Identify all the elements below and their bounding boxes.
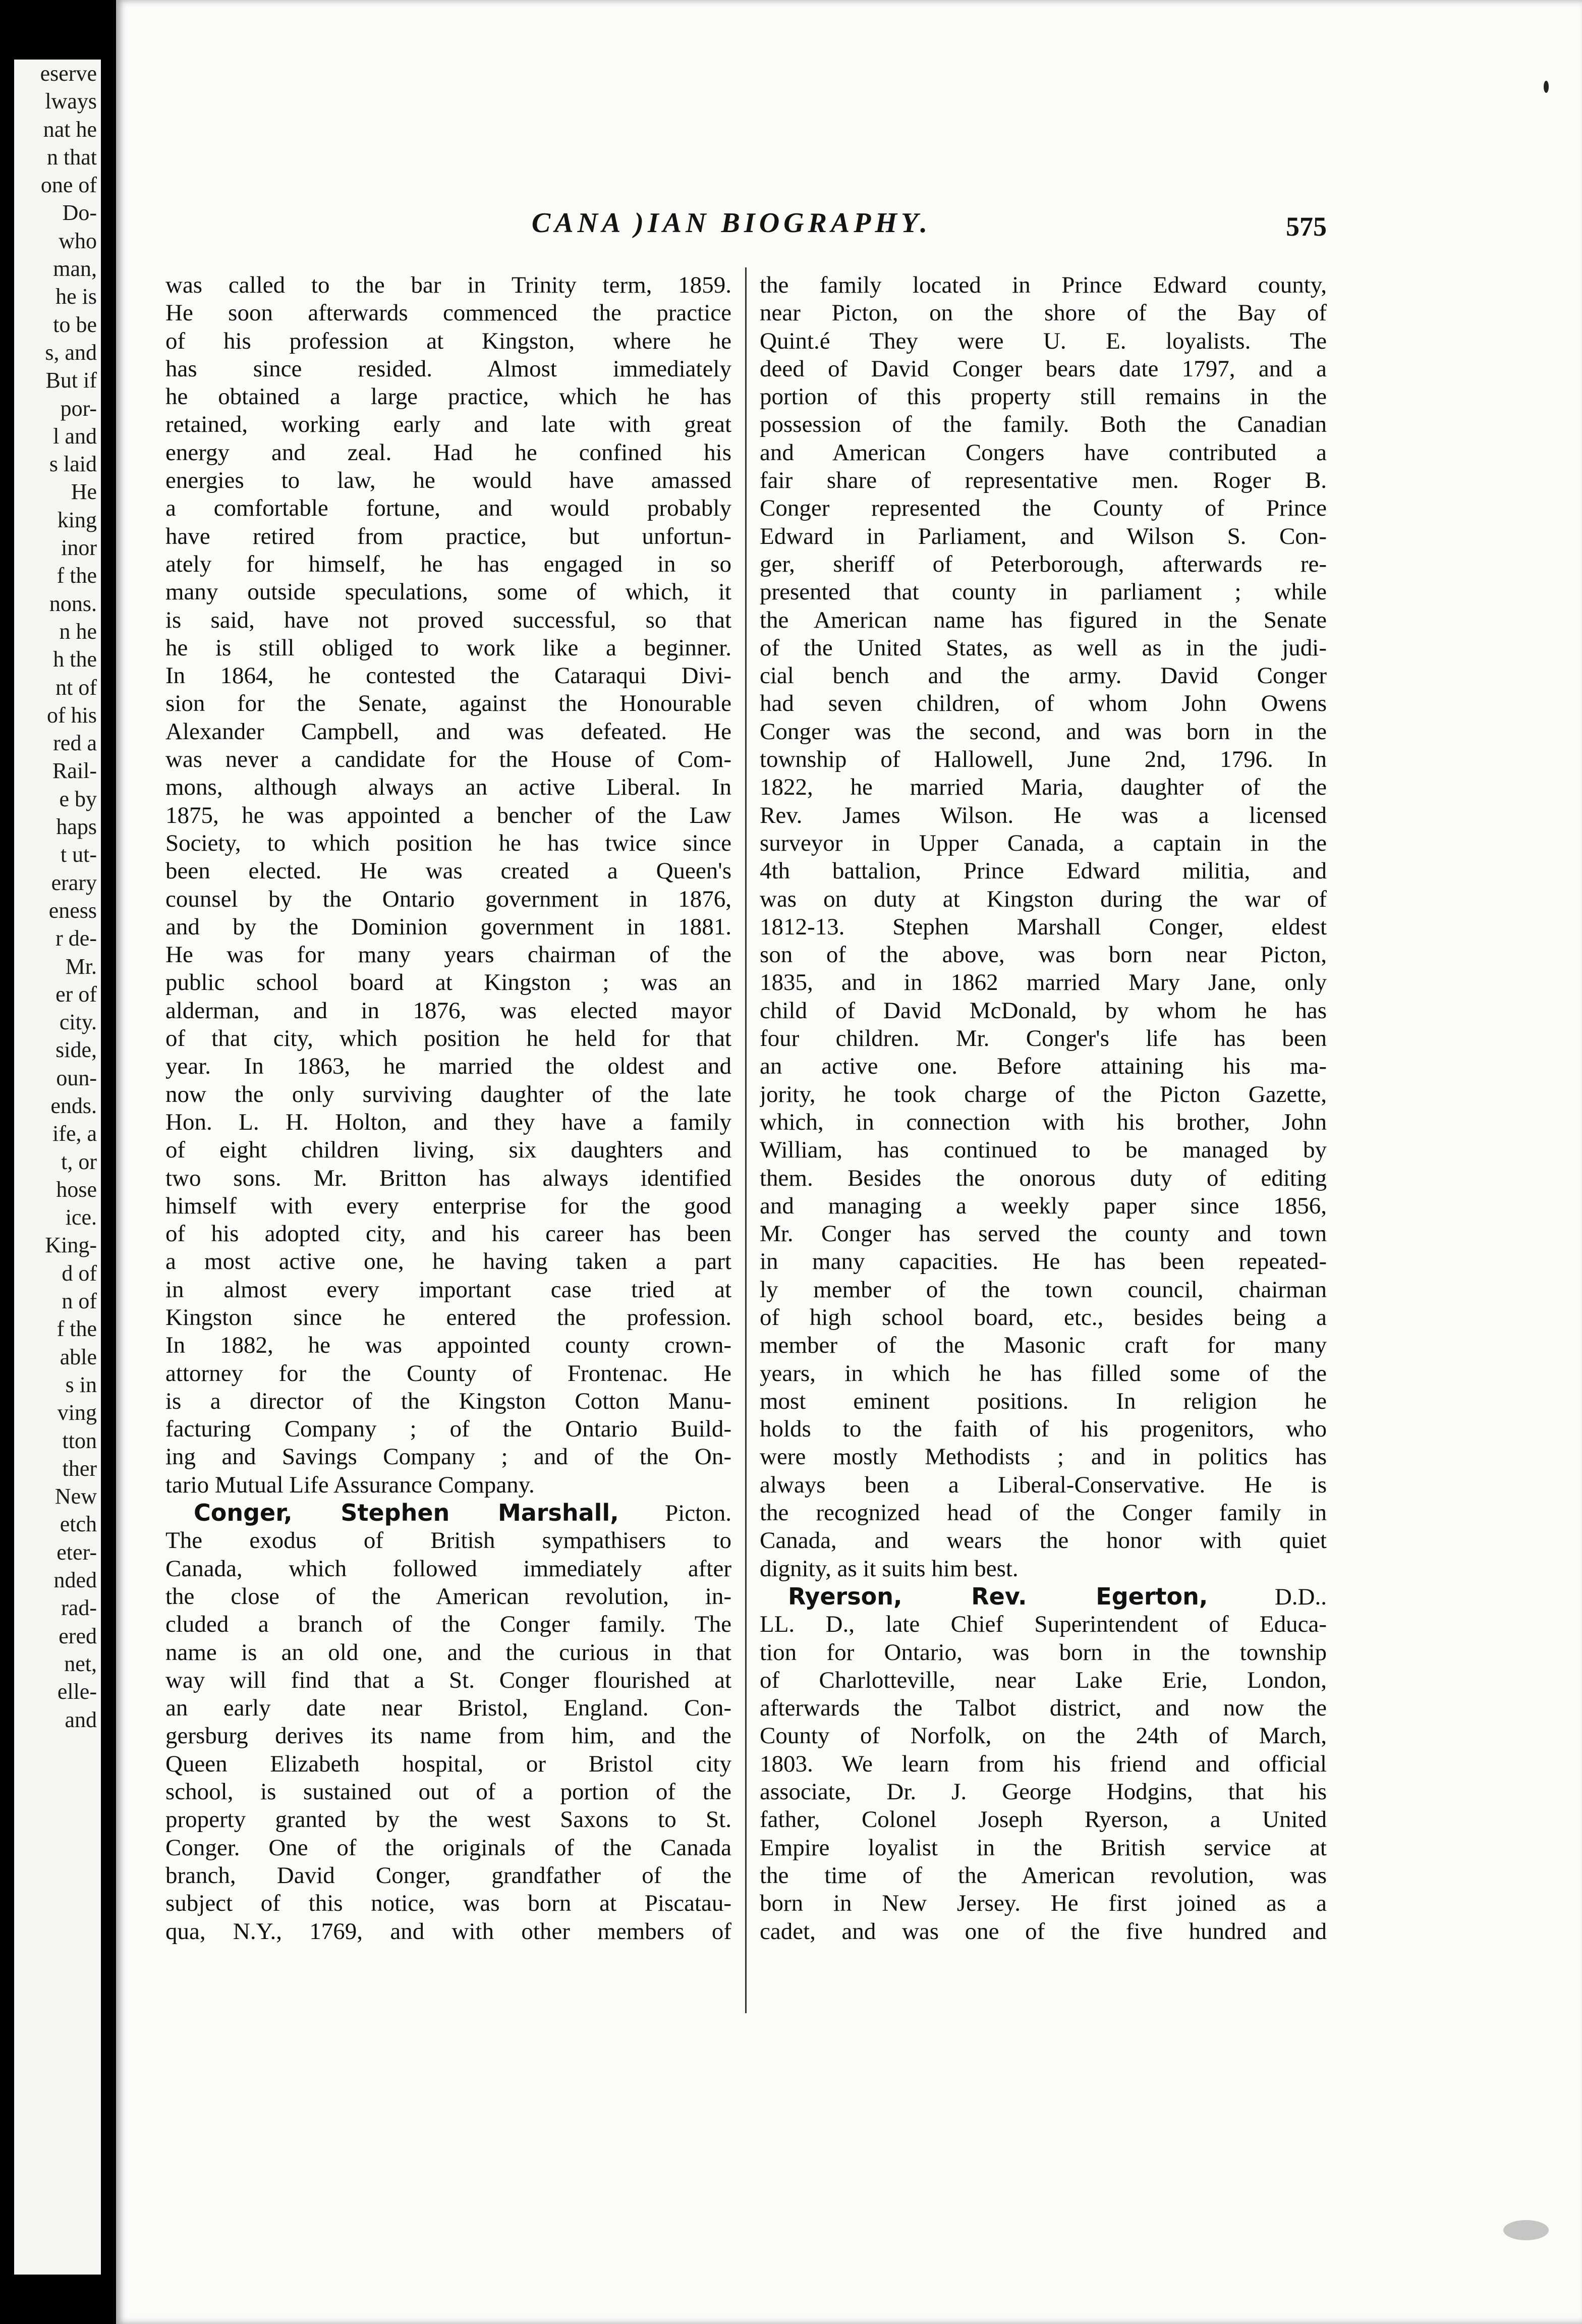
text-line: have retired from practice, but unfortun- (165, 523, 731, 549)
text-line: tion for Ontario, was born in the township (760, 1639, 1327, 1666)
margin-strip-line: s in (65, 1372, 97, 1397)
margin-strip-line: But if (45, 368, 97, 393)
text-line: alderman, and in 1876, was elected mayor (165, 997, 731, 1024)
text-line: fair share of representative men. Roger B. (760, 467, 1327, 494)
text-line: had seven children, of whom John Owens (760, 690, 1327, 717)
text-line: two sons. Mr. Britton has always identified (165, 1165, 731, 1191)
text-line: ly member of the town council, chairman (760, 1276, 1327, 1303)
text-line: the close of the American revolution, in- (165, 1583, 731, 1610)
margin-strip-line: net, (64, 1651, 97, 1676)
text-line: Canada, and wears the honor with quiet (760, 1527, 1327, 1554)
text-line: was never a candidate for the House of Com- (165, 746, 731, 773)
text-line: was called to the bar in Trinity term, 1859. (165, 272, 731, 298)
margin-strip-line: ered (59, 1623, 97, 1648)
margin-strip-line: ice. (65, 1205, 97, 1230)
text-line: tario Mutual Life Assurance Company. (165, 1471, 535, 1498)
text-line: Queen Elizabeth hospital, or Bristol city (165, 1750, 731, 1777)
text-line: in almost every important case tried at (165, 1276, 731, 1303)
text-line: an active one. Before attaining his ma- (760, 1053, 1327, 1080)
text-line: four children. Mr. Conger's life has been (760, 1025, 1327, 1052)
text-line: way will find that a St. Conger flourished at (165, 1667, 731, 1693)
margin-strip-line: n that (47, 144, 97, 170)
text-line: ately for himself, he has engaged in so (165, 550, 731, 577)
text-line: surveyor in Upper Canada, a captain in the (760, 829, 1327, 856)
margin-strip-line: one of (40, 173, 97, 198)
text-line: energies to law, he would have amassed (165, 467, 731, 494)
margin-strip-line: h the (53, 647, 97, 672)
previous-page-margin-strip (14, 60, 101, 2275)
text-line: is a director of the Kingston Cotton Manu- (165, 1388, 731, 1414)
text-line: facturing Company ; of the Ontario Build- (165, 1416, 731, 1443)
margin-strip-line: He (71, 479, 97, 505)
margin-strip-line: nat he (43, 117, 97, 142)
margin-strip-line: nded (53, 1568, 97, 1593)
margin-strip-line: Mr. (65, 954, 97, 979)
margin-strip-line: nons. (49, 591, 97, 616)
left-text-column (165, 271, 731, 1946)
margin-strip-line: New (54, 1484, 97, 1509)
entry-name: Ryerson, Rev. Egerton, (788, 1582, 1208, 1610)
text-line: of eight children living, six daughters and (165, 1137, 731, 1164)
text-line: most eminent positions. In religion he (760, 1388, 1327, 1414)
text-line: Rev. James Wilson. He was a licensed (760, 802, 1327, 828)
text-line: He soon afterwards commenced the practice (165, 300, 731, 326)
text-line: many outside speculations, some of which, it (165, 579, 731, 605)
margin-strip-line: to be (53, 312, 97, 337)
margin-strip-line: n he (59, 619, 97, 644)
margin-strip-line: s laid (49, 452, 97, 477)
text-line: presented that county in parliament ; while (760, 579, 1327, 605)
text-line: years, in which he has filled some of the (760, 1360, 1327, 1387)
text-line: has since resided. Almost immediately (165, 355, 731, 382)
margin-strip-line: of his (47, 702, 97, 728)
text-line: of his profession at Kingston, where he (165, 327, 731, 354)
scan-smudge (1503, 2220, 1549, 2240)
text-line: Conger was the second, and was born in the (760, 718, 1327, 745)
text-line: public school board at Kingston ; was an (165, 969, 731, 996)
text-line: of high school board, etc., besides being a (760, 1304, 1327, 1331)
text-line: he obtained a large practice, which he has (165, 383, 731, 410)
text-line: Hon. L. H. Holton, and they have a family (165, 1109, 731, 1135)
text-line: father, Colonel Joseph Ryerson, a United (760, 1806, 1327, 1833)
page-number: 575 (1286, 211, 1327, 242)
text-line: of the United States, as well as in the judi- (760, 634, 1327, 661)
text-line: gersburg derives its name from him, and the (165, 1723, 731, 1749)
text-line: in many capacities. He has been repeated- (760, 1248, 1327, 1275)
text-line: near Picton, on the shore of the Bay of (760, 300, 1327, 326)
text-line: qua, N.Y., 1769, and with other members of (165, 1918, 731, 1945)
margin-strip-line: red a (53, 731, 97, 756)
margin-strip-line: eter- (56, 1539, 97, 1565)
margin-strip-line: and (65, 1707, 97, 1732)
text-line: Canada, which followed immediately after (165, 1555, 731, 1582)
text-line: born in New Jersey. He first joined as a (760, 1890, 1327, 1917)
text-line: son of the above, was born near Picton, (760, 942, 1327, 968)
text-line: jority, he took charge of the Picton Gazette, (760, 1081, 1327, 1108)
text-line: cadet, and was one of the five hundred and (760, 1918, 1327, 1945)
margin-strip-line: eserve (40, 61, 97, 86)
text-line: he is still obliged to work like a beginner. (165, 634, 731, 661)
margin-strip-line: who (59, 228, 97, 253)
text-line: Kingston since he entered the profession. (165, 1304, 731, 1331)
text-line: and managing a weekly paper since 1856, (760, 1192, 1327, 1219)
margin-strip-line: t ut- (60, 842, 97, 867)
margin-strip-line: s, and (45, 340, 97, 365)
margin-strip-line: f the (56, 1316, 97, 1342)
entry-place: Picton. (618, 1500, 731, 1527)
margin-strip-line: por- (60, 396, 97, 421)
margin-strip-line: d of (62, 1260, 97, 1286)
margin-strip-line: n of (62, 1289, 97, 1314)
text-line: cluded a branch of the Conger family. The (165, 1611, 731, 1638)
text-line: portion of this property still remains in the (760, 383, 1327, 410)
column-divider-rule (745, 267, 747, 2013)
margin-strip-line: haps (56, 814, 97, 840)
text-line: He was for many years chairman of the (165, 942, 731, 968)
text-line: were mostly Methodists ; and in politics has (760, 1444, 1327, 1470)
text-line: a comfortable fortune, and would probably (165, 495, 731, 522)
text-line: Mr. Conger has served the county and town (760, 1221, 1327, 1247)
entry-name: Conger, Stephen Marshall, (194, 1499, 619, 1527)
text-line: a most active one, he having taken a part (165, 1248, 731, 1275)
margin-strip-line: ther (62, 1456, 97, 1481)
margin-strip-line: inor (61, 535, 97, 561)
margin-strip-line: e by (59, 786, 97, 811)
entry-heading-line (165, 1499, 731, 1527)
text-line: which, in connection with his brother, John (760, 1109, 1327, 1135)
margin-strip-line: man, (53, 256, 97, 282)
text-line: Conger represented the County of Prince (760, 495, 1327, 522)
text-line: afterwards the Talbot district, and now the (760, 1695, 1327, 1722)
margin-strip-line: r de- (55, 926, 97, 951)
margin-strip-line: nt of (55, 675, 97, 700)
text-line: subject of this notice, was born at Piscatau- (165, 1890, 731, 1917)
text-line: is said, have not proved successful, so that (165, 606, 731, 633)
text-line: 1822, he married Maria, daughter of the (760, 774, 1327, 801)
margin-strip-line: side, (55, 1037, 97, 1063)
text-line: been elected. He was created a Queen's (165, 858, 731, 884)
text-line: name is an old one, and the curious in that (165, 1639, 731, 1666)
text-line: attorney for the County of Frontenac. He (165, 1360, 731, 1387)
text-line: sion for the Senate, against the Honourable (165, 690, 731, 717)
margin-strip-line: hose (56, 1177, 97, 1202)
text-line: school, is sustained out of a portion of the (165, 1779, 731, 1805)
text-line: dignity, as it suits him best. (760, 1555, 1019, 1582)
text-line: 4th battalion, Prince Edward militia, and (760, 858, 1327, 884)
text-line: the recognized head of the Conger family in (760, 1500, 1327, 1526)
text-line: the time of the American revolution, was (760, 1862, 1327, 1889)
text-line: retained, working early and late with great (165, 411, 731, 438)
margin-strip-line: elle- (57, 1679, 97, 1704)
text-line: and by the Dominion government in 1881. (165, 913, 731, 940)
margin-strip-line: f the (56, 563, 97, 588)
margin-strip-line: eness (48, 898, 97, 923)
text-line: County of Norfolk, on the 24th of March, (760, 1723, 1327, 1749)
text-line: associate, Dr. J. George Hodgins, that his (760, 1779, 1327, 1805)
text-line: Alexander Campbell, and was defeated. He (165, 718, 731, 745)
margin-strip-line: er of (55, 981, 97, 1007)
text-line: 1835, and in 1862 married Mary Jane, only (760, 969, 1327, 996)
text-line: member of the Masonic craft for many (760, 1332, 1327, 1359)
text-line: deed of David Conger bears date 1797, and a (760, 355, 1327, 382)
text-line: Edward in Parliament, and Wilson S. Con- (760, 523, 1327, 549)
margin-strip-line: King- (45, 1233, 97, 1258)
text-line: 1803. We learn from his friend and official (760, 1750, 1327, 1777)
text-line: cial bench and the army. David Conger (760, 662, 1327, 689)
right-text-column (760, 271, 1327, 1946)
running-header-title: CANA )IAN BIOGRAPHY. (531, 207, 932, 239)
text-line: mons, although always an active Liberal. In (165, 774, 731, 801)
text-line: In 1882, he was appointed county crown- (165, 1332, 731, 1359)
text-line: 1812-13. Stephen Marshall Conger, eldest (760, 913, 1327, 940)
margin-strip-line: city. (59, 1010, 97, 1035)
margin-strip-line: rad- (61, 1595, 97, 1621)
text-line: branch, David Conger, grandfather of the (165, 1862, 731, 1889)
margin-strip-line: king (57, 507, 97, 532)
scan-speck (1544, 81, 1549, 93)
margin-strip-line: ving (57, 1400, 97, 1425)
text-line: year. In 1863, he married the oldest and (165, 1053, 731, 1080)
margin-strip-line: etch (60, 1512, 97, 1537)
text-line: and American Congers have contributed a (760, 439, 1327, 466)
text-line: an early date near Bristol, England. Con- (165, 1695, 731, 1722)
margin-strip-line: ife, a (52, 1121, 97, 1146)
margin-strip-line: l and (53, 423, 97, 449)
margin-strip-line: erary (51, 870, 97, 895)
text-line: energy and zeal. Had he confined his (165, 439, 731, 466)
text-line: possession of the family. Both the Canadian (760, 411, 1327, 438)
text-line: the family located in Prince Edward county, (760, 272, 1327, 298)
margin-strip-line: ends. (50, 1093, 97, 1118)
text-line: The exodus of British sympathisers to (165, 1527, 731, 1554)
text-line: ing and Savings Company ; and of the On- (165, 1444, 731, 1470)
text-line: ger, sheriff of Peterborough, afterwards re- (760, 550, 1327, 577)
text-line: property granted by the west Saxons to St. (165, 1806, 731, 1833)
text-line: was on duty at Kingston during the war of (760, 886, 1327, 912)
margin-strip-line: able (60, 1344, 97, 1369)
entry-heading-line (760, 1583, 1327, 1611)
text-line: now the only surviving daughter of the late (165, 1081, 731, 1108)
text-line: of Charlotteville, near Lake Erie, London, (760, 1667, 1327, 1693)
text-line: Conger. One of the originals of the Canada (165, 1834, 731, 1861)
text-line: of his adopted city, and his career has been (165, 1221, 731, 1247)
text-line: them. Besides the onorous duty of editing (760, 1165, 1327, 1191)
text-line: William, has continued to be managed by (760, 1137, 1327, 1164)
text-line: 1875, he was appointed a bencher of the Law (165, 802, 731, 828)
text-line: the American name has figured in the Senate (760, 606, 1327, 633)
text-line: Quint.é They were U. E. loyalists. The (760, 327, 1327, 354)
text-line: counsel by the Ontario government in 1876, (165, 886, 731, 912)
margin-strip-line: lways (45, 89, 97, 114)
entry-place: D.D.. (1208, 1583, 1327, 1610)
margin-strip-line: he is (55, 284, 97, 309)
text-line: of that city, which position he held for that (165, 1025, 731, 1052)
text-line: holds to the faith of his progenitors, who (760, 1416, 1327, 1443)
text-line: LL. D., late Chief Superintendent of Educa- (760, 1611, 1327, 1638)
text-line: Empire loyalist in the British service at (760, 1834, 1327, 1861)
text-line: himself with every enterprise for the good (165, 1192, 731, 1219)
margin-strip-line: oun- (56, 1065, 97, 1090)
text-line: township of Hallowell, June 2nd, 1796. In (760, 746, 1327, 773)
text-line: child of David McDonald, by whom he has (760, 997, 1327, 1024)
margin-strip-line: Do- (62, 200, 97, 226)
text-line: In 1864, he contested the Cataraqui Divi- (165, 662, 731, 689)
text-line: Society, to which position he has twice since (165, 829, 731, 856)
margin-strip-line: t, or (61, 1149, 97, 1174)
text-line: always been a Liberal-Conservative. He is (760, 1471, 1327, 1498)
margin-strip-line: tton (62, 1428, 97, 1453)
margin-strip-line: Rail- (52, 758, 97, 784)
